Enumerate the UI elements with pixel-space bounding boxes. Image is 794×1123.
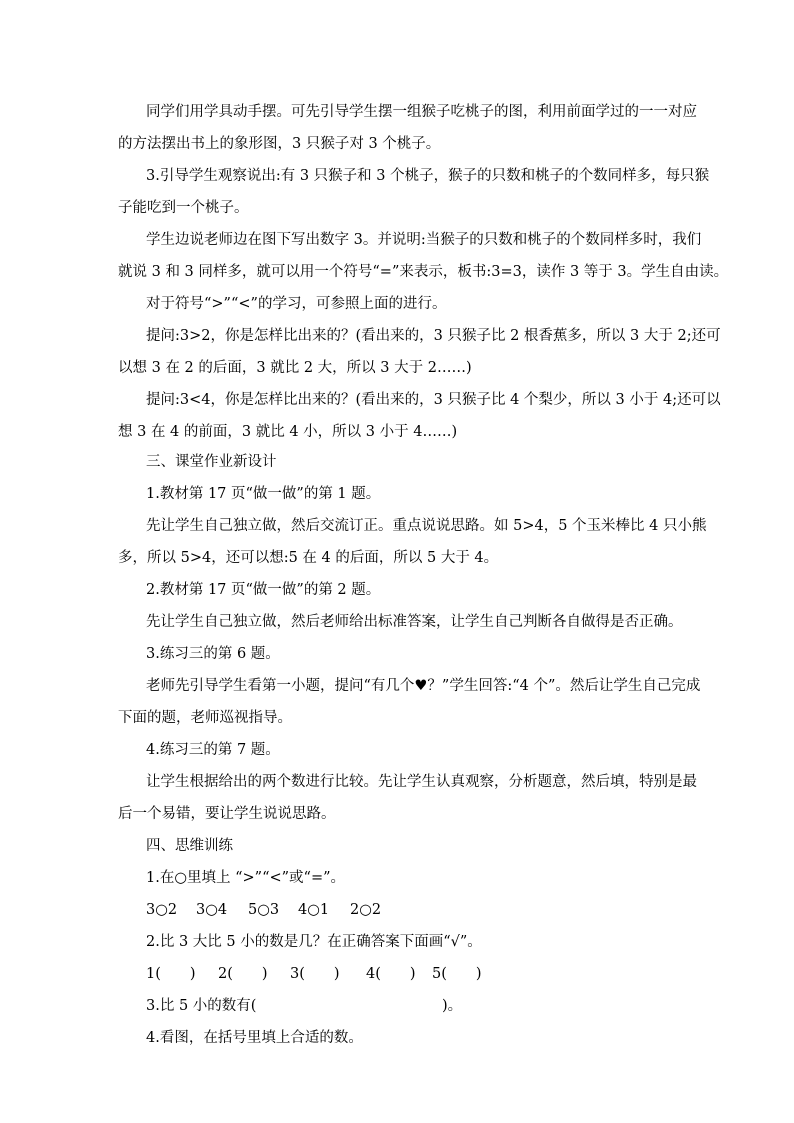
question-3-start: 3.比 5 小的数有(	[146, 998, 257, 1014]
answer-item: 1( )	[146, 966, 196, 982]
paragraph-line: 对于符号“>”“<”的学习，可参照上面的进行。	[146, 296, 447, 312]
compare-item: 3○2	[146, 902, 178, 918]
question-4: 4.看图，在括号里填上合适的数。	[146, 1030, 363, 1046]
paragraph-line: 以想 3 在 2 的后面，3 就比 2 大，所以 3 大于 2……)	[118, 360, 472, 376]
answer-item: 3( )	[290, 966, 340, 982]
paragraph-line: 后一个易错，要让学生说说思路。	[118, 806, 336, 822]
paragraph-line: 同学们用学具动手摆。可先引导学生摆一组猴子吃桃子的图，利用前面学过的一一对应	[146, 104, 697, 120]
paragraph-line: 下面的题，老师巡视指导。	[118, 710, 292, 726]
compare-row	[146, 900, 706, 920]
compare-item: 3○4	[196, 902, 228, 918]
paragraph-line: 2.教材第 17 页“做一做”的第 2 题。	[146, 582, 381, 598]
paragraph-line: 提问:3>2，你是怎样比出来的？(看出来的，3 只猴子比 2 根香蕉多，所以 3 大于 2;还可	[146, 328, 721, 344]
answer-item: 2( )	[218, 966, 268, 982]
paragraph-line: 先让学生自己独立做，然后交流订正。重点说说思路。如 5>4，5 个玉米棒比 4 只小熊	[146, 518, 707, 534]
paragraph-line: 就说 3 和 3 同样多，就可以用一个符号“=”来表示，板书:3=3，读作 3 等于 3。学生自由读。	[118, 264, 729, 280]
section-heading: 三、课堂作业新设计	[146, 454, 277, 470]
answer-row	[146, 964, 706, 984]
paragraph-line: 4.练习三的第 7 题。	[146, 742, 280, 758]
paragraph-line: 让学生根据给出的两个数进行比较。先让学生认真观察，分析题意，然后填，特别是最	[146, 774, 697, 790]
paragraph-line: 1.在○里填上 “>”“<”或“=”。	[146, 870, 346, 886]
compare-item: 5○3	[248, 902, 280, 918]
compare-item: 4○1	[298, 902, 330, 918]
paragraph-line: 1.教材第 17 页“做一做”的第 1 题。	[146, 486, 381, 502]
answer-item: 4( )	[366, 966, 416, 982]
paragraph-line: 3.练习三的第 6 题。	[146, 646, 280, 662]
paragraph-line: 提问:3<4，你是怎样比出来的？(看出来的，3 只猴子比 4 个梨少，所以 3 小于 4;还可以	[146, 392, 721, 408]
answer-item: 5( )	[432, 966, 482, 982]
section-heading: 四、思维训练	[146, 838, 233, 854]
compare-item: 2○2	[350, 902, 382, 918]
paragraph-line: 子能吃到一个桃子。	[118, 200, 249, 216]
question-2: 2.比 3 大比 5 小的数是几？在正确答案下面画“√”。	[146, 934, 482, 950]
paragraph-line: 多，所以 5>4，还可以想:5 在 4 的后面，所以 5 大于 4。	[118, 550, 499, 566]
paragraph-line: 的方法摆出书上的象形图，3 只猴子对 3 个桃子。	[118, 136, 441, 152]
paragraph-line: 先让学生自己独立做，然后老师给出标准答案，让学生自己判断各自做得是否正确。	[146, 614, 683, 630]
paragraph-line: 老师先引导学生看第一小题，提问“有几个♥？”学生回答:“4 个”。然后让学生自己完成	[146, 678, 701, 694]
paragraph-line: 学生边说老师边在图下写出数字 3。并说明:当猴子的只数和桃子的个数同样多时，我们	[146, 232, 702, 248]
paragraph-line: 3.引导学生观察说出:有 3 只猴子和 3 个桃子，猴子的只数和桃子的个数同样多，每只猴	[146, 168, 710, 184]
question-3-end: )。	[442, 998, 463, 1014]
question-3	[146, 996, 706, 1016]
paragraph-line: 想 3 在 4 的前面，3 就比 4 小，所以 3 小于 4……)	[118, 424, 458, 440]
